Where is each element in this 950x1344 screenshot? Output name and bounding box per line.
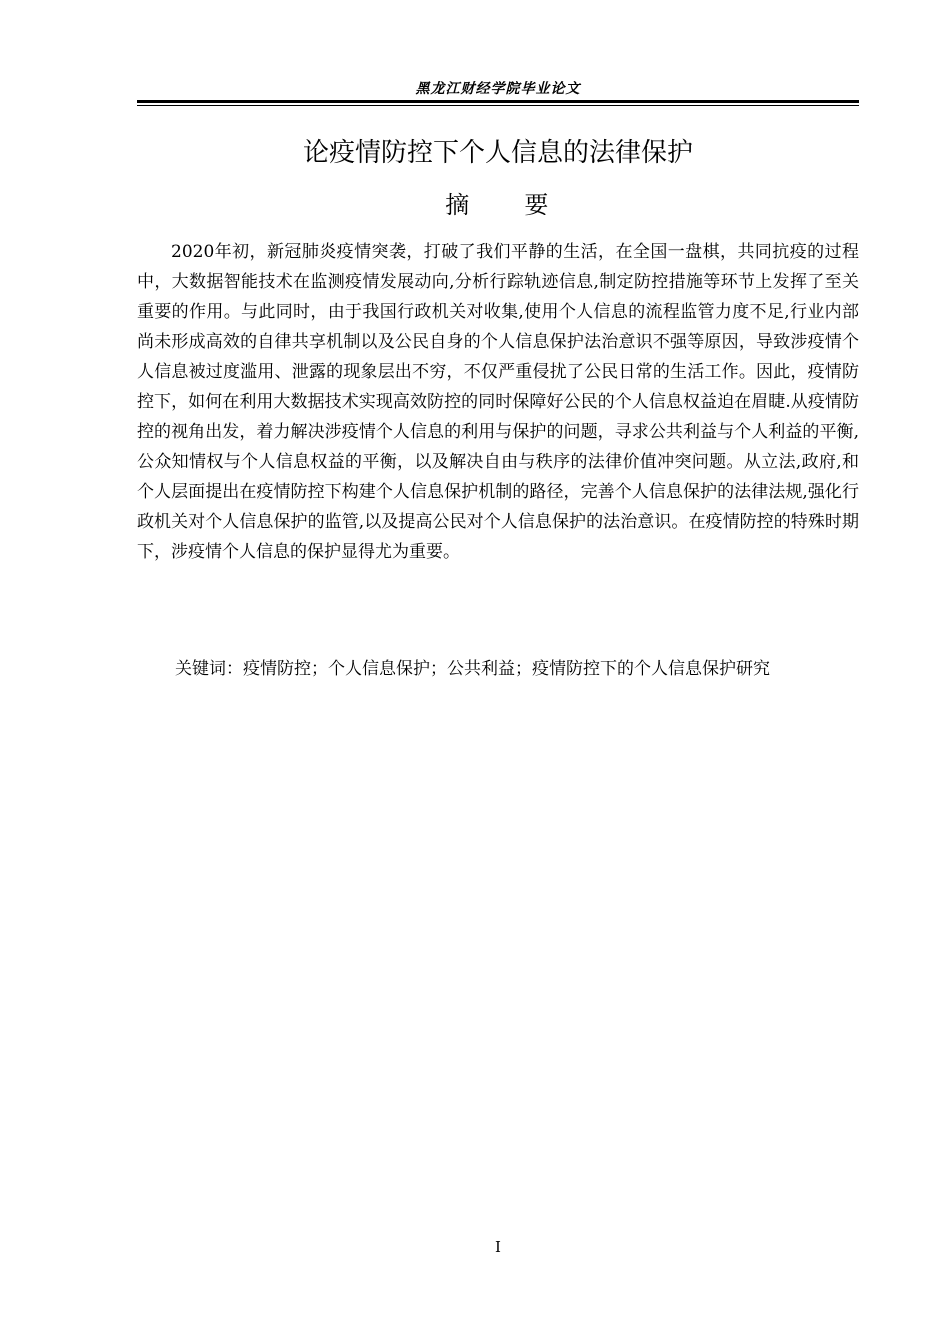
page-number: I	[495, 1238, 501, 1256]
running-header: 黑龙江财经学院毕业论文	[415, 81, 581, 97]
abstract-body: 2020年初，新冠肺炎疫情突袭，打破了我们平静的生活，在全国一盘棋，共同抗疫的过程中，大数据智能技术在监测疫情发展动向,分析行踪轨迹信息,制定防控措施等环节上发挥了至关重要的作用。与此同时，由于我国行政机关对收集,使用个人信息的流程监管力度不足,行业内部尚未形成高效的自律共享机制以及公民自身的个人信息保护法治意识不强等原因，导致涉疫情个人信息被过度滥用、泄露的现象层出不穷，不仅严重侵扰了公民日常的生活工作。因此，疫情防控下，如何在利用大数据技术实现高效防控的同时保障好公民的个人信息权益迫在眉睫.从疫情防控的视角出发，着力解决涉疫情个人信息的利用与保护的问题，寻求公共利益与个人利益的平衡,公众知情权与个人信息权益的平衡，以及解决自由与秩序的法律价值冲突问题。从立法,政府,和个人层面提出在疫情防控下构建个人信息保护机制的路径，完善个人信息保护的法律法规,强化行政机关对个人信息保护的监管,以及提高公民对个人信息保护的法治意识。在疫情防控的特殊时期下，涉疫情个人信息的保护显得尤为重要。	[137, 242, 859, 562]
paper-title: 论疫情防控下个人信息的法律保护	[302, 138, 693, 168]
keywords-line	[137, 654, 859, 684]
header-rule-thin	[137, 105, 859, 106]
header-rule-thick	[137, 100, 859, 103]
keywords-label: 关键词：	[175, 659, 243, 679]
keywords-text: 疫情防控；个人信息保护；公共利益；疫情防控下的个人信息保护研究	[243, 659, 770, 679]
abstract-heading: 摘 要	[445, 191, 551, 219]
